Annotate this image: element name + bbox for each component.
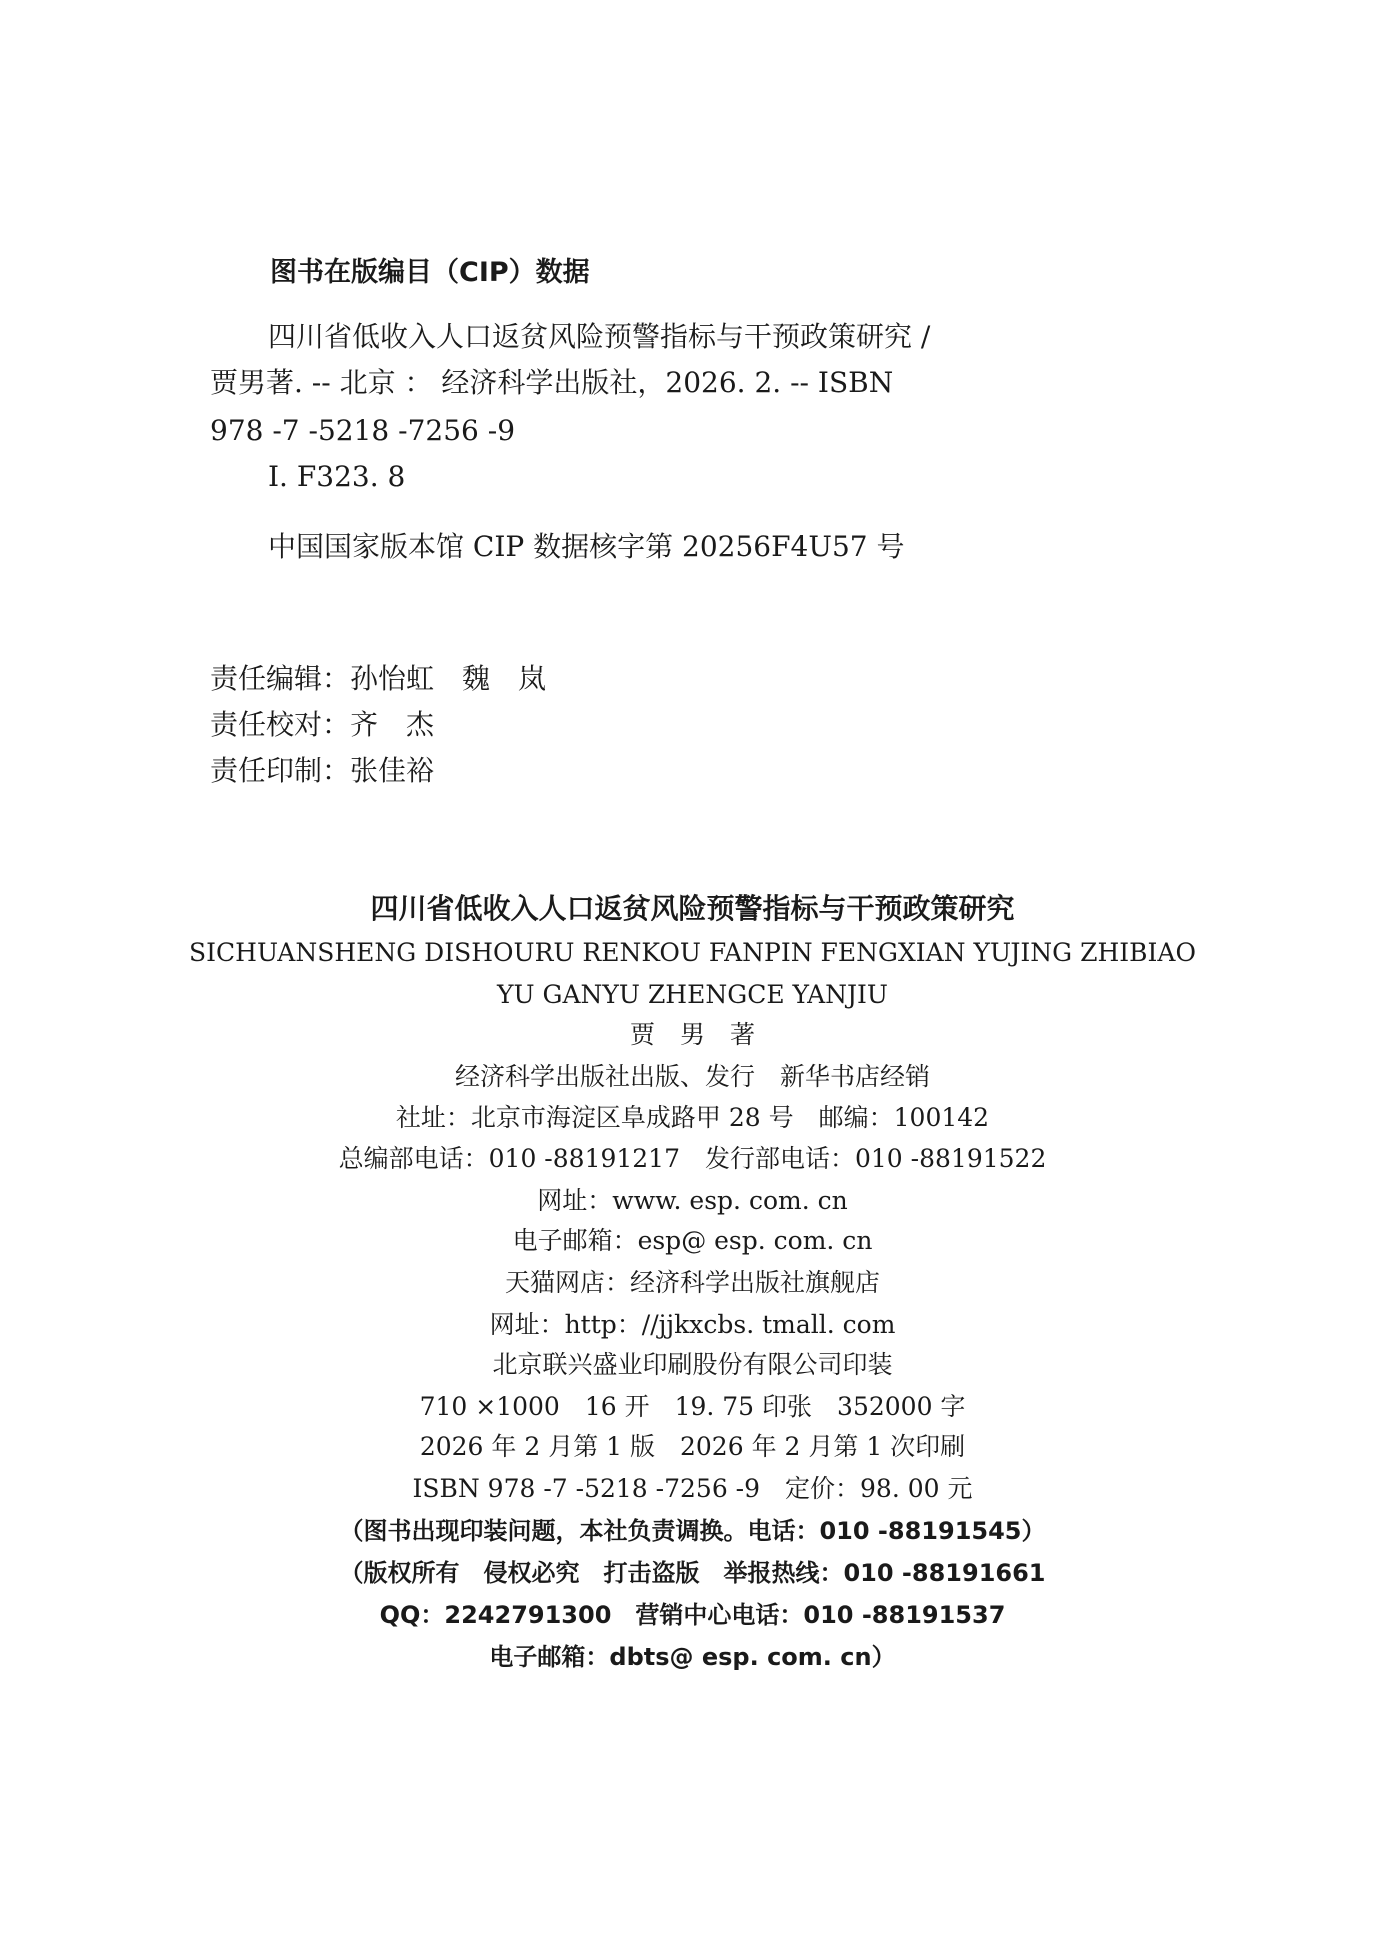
cip-title-line: 四川省低收入人口返贫风险预警指标与干预政策研究 / (268, 320, 931, 353)
responsible-editor: 责任编辑：孙怡虹 魏 岚 (210, 662, 547, 695)
colophon-title-en-1: SICHUANSHENG DISHOURU RENKOU FANPIN FENGXIAN YUJING ZHIBIAO (189, 938, 1196, 967)
colophon-publisher: 经济科学出版社出版、发行 新华书店经销 (454, 1062, 930, 1091)
colophon-specs: 710 ×1000 16 开 19. 75 印张 352000 字 (419, 1392, 966, 1421)
notice-contact: QQ：2242791300 营销中心电话：010 -88191537 (379, 1601, 1006, 1629)
cip-publication-line: 贾男著. -- 北京 ： 经济科学出版社，2026. 2. -- ISBN (210, 366, 894, 399)
colophon-tmall-store: 天猫网店：经济科学出版社旗舰店 (504, 1268, 880, 1297)
responsible-proofreader: 责任校对：齐 杰 (210, 708, 435, 741)
colophon-website: 网址：www. esp. com. cn (537, 1186, 848, 1215)
cip-classification-line: Ⅰ. F323. 8 (268, 460, 406, 493)
colophon-address: 社址：北京市海淀区阜成路甲 28 号 邮编：100142 (395, 1103, 990, 1132)
notice-copyright: （版权所有 侵权必究 打击盗版 举报热线：010 -88191661 (339, 1559, 1046, 1587)
cip-record-number: 中国国家版本馆 CIP 数据核字第 20256F4U57 号 (268, 530, 905, 563)
responsible-printing: 责任印制：张佳裕 (210, 754, 435, 787)
cip-heading: 图书在版编目（CIP）数据 (270, 257, 590, 288)
cip-isbn-line: 978 -7 -5218 -7256 -9 (210, 414, 516, 447)
colophon-printer: 北京联兴盛业印刷股份有限公司印装 (492, 1350, 893, 1379)
colophon-title-en-2: YU GANYU ZHENGCE YANJIU (497, 980, 888, 1009)
colophon-phones: 总编部电话：010 -88191217 发行部电话：010 -88191522 (338, 1144, 1047, 1173)
notice-printing-issues: （图书出现印装问题，本社负责调换。电话：010 -88191545） (339, 1517, 1046, 1545)
colophon-tmall-url: 网址：http：//jjkxcbs. tmall. com (489, 1310, 896, 1339)
colophon-isbn-price: ISBN 978 -7 -5218 -7256 -9 定价：98. 00 元 (412, 1474, 973, 1503)
colophon-edition: 2026 年 2 月第 1 版 2026 年 2 月第 1 次印刷 (419, 1432, 966, 1461)
colophon-title-cn: 四川省低收入人口返贫风险预警指标与干预政策研究 (370, 892, 1015, 925)
notice-email: 电子邮箱：dbts@ esp. com. cn） (489, 1643, 896, 1671)
colophon-author: 贾 男 著 (629, 1020, 755, 1049)
colophon-email: 电子邮箱：esp@ esp. com. cn (512, 1226, 873, 1255)
